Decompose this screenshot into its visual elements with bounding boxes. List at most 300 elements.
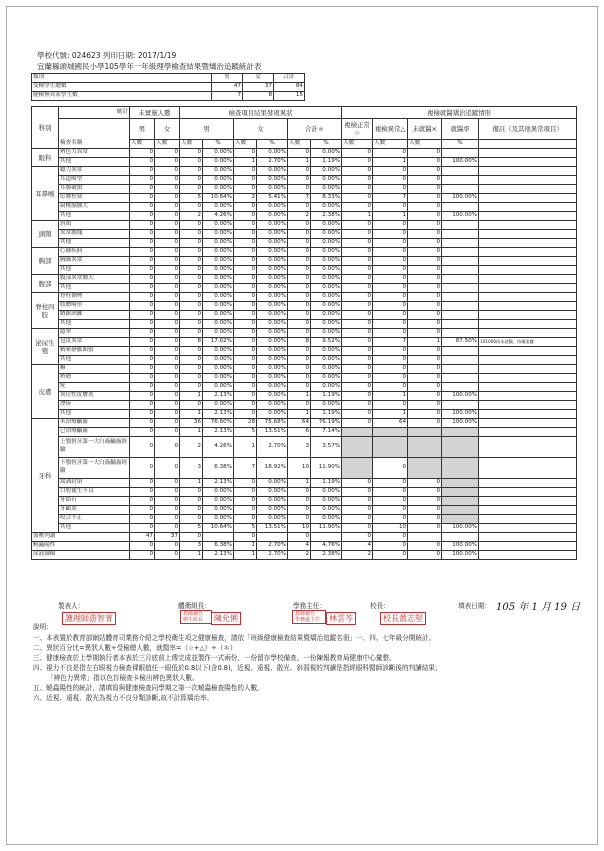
cell-found-male: 0 [180,158,203,167]
table-row [32,284,577,293]
cell-found-female: 0 [234,401,257,410]
cell-found-male-pct: 0.00% [203,329,234,338]
cell-unexam-female: 0 [155,515,180,524]
cell-unexam-female: 0 [155,248,180,257]
item-name: 耳膜破損 [59,185,130,194]
cell-found-total: 0 [288,275,311,284]
item-name: 牙結石 [59,497,130,506]
cell-no-doctor: 0 [408,266,442,275]
cell-unexam-male: 0 [130,365,155,374]
cell-unexam-male: 0 [130,194,155,203]
cell-unexam-male: 0 [130,257,155,266]
cell-unexam-male: 0 [130,293,155,302]
cell-found-male: 3 [180,542,203,551]
item-name: 疣 [59,383,130,392]
cell-recheck-normal: 0 [342,365,373,374]
cell-remark [479,392,577,401]
cell-found-female-pct: 0.00% [257,248,288,257]
cell-found-female: 0 [234,293,257,302]
handwritten-date: 105 年 1 月 19 日 [496,602,581,613]
table-row [32,176,577,185]
cell-recheck-normal: 2 [342,551,373,560]
cell-remark [479,329,577,338]
table-row [32,515,577,524]
cell-unexam-female: 0 [155,542,180,551]
header-recheck-abnormal: 複檢異常△ [373,119,408,140]
cell-remark [479,524,577,533]
header-item-name: 檢查名稱 [59,119,130,149]
cell-found-total: 0 [288,347,311,356]
table-header-row [32,119,577,140]
table-row [32,533,577,542]
table-row [32,479,577,488]
cell-found-total: 0 [288,533,311,542]
cell-found-female: 28 [234,419,257,428]
cell-unexam-male: 0 [130,488,155,497]
cell-found-male-pct: 0.00% [203,230,234,239]
cell-recheck-normal: 0 [342,284,373,293]
cell-unexam-female: 0 [155,392,180,401]
cell-recheck-normal: 0 [342,185,373,194]
cell-recheck-abnormal: 0 [373,221,408,230]
health-head-stamp-line2: 衛生組長 [183,617,204,623]
cell-found-female: 0 [234,167,257,176]
cell-recheck-normal: 0 [342,479,373,488]
cell-visit-rate [442,275,479,284]
cell-remark [479,284,577,293]
cell-found-male-pct: 0.00% [203,284,234,293]
cell-found-female: 1 [234,542,257,551]
cell-visit-rate [442,203,479,212]
cell-unexam-male: 0 [130,437,155,458]
cell-unexam-female: 0 [155,257,180,266]
cell-found-male-pct: 0.00% [203,257,234,266]
cell-found-total-pct: 0.00% [311,284,342,293]
cell-no-doctor: 0 [408,302,442,311]
cell-found-total-pct: 0.00% [311,497,342,506]
cell-found-male: 0 [180,488,203,497]
section-label-section-7: 皮膚 [32,365,59,419]
cell-unexam-female: 0 [155,383,180,392]
cell-recheck-normal: 0 [342,158,373,167]
cell-found-female-pct: 0.00% [257,239,288,248]
cell-found-total-pct: 0.00% [311,374,342,383]
cell-found-total-pct: 11.90% [311,458,342,479]
cell-found-female: 5 [234,524,257,533]
notes-title: 說明： [33,623,53,631]
cell-found-male-pct: 0.00% [203,266,234,275]
table-row [32,248,577,257]
cell-found-male: 36 [180,419,203,428]
cell-found-female: 0 [234,212,257,221]
cell-recheck-abnormal: 0 [373,329,408,338]
table-row [32,320,577,329]
cell-found-female: 0 [234,176,257,185]
item-name: 其他 [59,239,130,248]
cell-found-female: 0 [234,365,257,374]
cell-found-female: 0 [234,338,257,347]
cell-recheck-normal: 0 [342,311,373,320]
cell-remark [479,257,577,266]
cell-unexam-male: 0 [130,311,155,320]
summary-row-label: 健檢無異狀學生數 [32,92,212,101]
header-pct: % [442,140,479,149]
cell-unexam-male: 0 [130,497,155,506]
cell-recheck-abnormal: 0 [373,356,408,365]
cell-found-total-pct: 3.57% [311,437,342,458]
cell-found-total: 2 [288,551,311,560]
item-name: 牙齦炎 [59,506,130,515]
cell-found-male: 0 [180,302,203,311]
extra-item-name: 蟯蟲陽性 [32,542,130,551]
section-label-section-6: 泌尿生殖 [32,329,59,365]
cell-no-doctor: 0 [408,167,442,176]
cell-no-doctor [408,428,442,437]
cell-remark [479,356,577,365]
cell-visit-rate [442,383,479,392]
table-row [32,347,577,356]
cell-found-female-pct: 0.00% [257,221,288,230]
cell-found-male: 1 [180,392,203,401]
cell-found-male-pct: 0.00% [203,311,234,320]
cell-found-total-pct: 0.00% [311,401,342,410]
table-row [32,365,577,374]
cell-visit-rate: 100.00% [442,194,479,203]
cell-recheck-normal: 0 [342,257,373,266]
cell-found-female: 0 [234,488,257,497]
header-people: 人數 [288,140,311,149]
cell-recheck-abnormal: 0 [373,551,408,560]
cell-found-female-pct: 0.00% [257,311,288,320]
cell-found-total-pct: 0.00% [311,248,342,257]
cell-found-female-pct: 0.00% [257,203,288,212]
cell-unexam-female: 0 [155,302,180,311]
cell-unexam-female: 0 [155,437,180,458]
cell-visit-rate [442,293,479,302]
cell-found-female: 2 [234,194,257,203]
cell-found-female-pct: 18.92% [257,458,288,479]
cell-found-male-pct: 0.00% [203,515,234,524]
cell-found-total: 0 [288,266,311,275]
cell-found-male-pct: 0.00% [203,374,234,383]
cell-recheck-abnormal: 0 [373,320,408,329]
cell-found-total: 64 [288,419,311,428]
cell-recheck-abnormal: 0 [373,383,408,392]
cell-no-doctor: 0 [408,401,442,410]
cell-no-doctor: 0 [408,365,442,374]
cell-found-male-pct: 10.64% [203,524,234,533]
cell-found-female: 0 [234,311,257,320]
header-found-male: 男 [180,119,234,140]
cell-unexam-male: 0 [130,524,155,533]
item-name: 口腔衛生不良 [59,488,130,497]
cell-found-total-pct: 0.00% [311,266,342,275]
cell-found-male: 0 [180,284,203,293]
cell-found-total: 6 [288,428,311,437]
cell-found-female: 1 [234,158,257,167]
cell-no-doctor: 0 [408,551,442,560]
cell-found-female-pct: 0.00% [257,383,288,392]
cell-found-male: 1 [180,551,203,560]
cell-unexam-female: 0 [155,167,180,176]
cell-unexam-male: 0 [130,374,155,383]
cell-recheck-abnormal: 0 [373,167,408,176]
cell-found-male: 3 [180,458,203,479]
cell-no-doctor: 0 [408,176,442,185]
cell-unexam-female: 0 [155,347,180,356]
table-row [32,212,577,221]
cell-found-female-pct: 5.41% [257,194,288,203]
cell-recheck-normal: 0 [342,497,373,506]
cell-found-total: 0 [288,284,311,293]
cell-found-female-pct: 0.00% [257,410,288,419]
cell-unexam-male: 0 [130,347,155,356]
item-name: 隱睪 [59,329,130,338]
cell-found-female-pct: 0.00% [257,176,288,185]
cell-found-total: 0 [288,203,311,212]
cell-found-male-pct: 0.00% [203,248,234,257]
cell-remark [479,275,577,284]
cell-unexam-male: 0 [130,419,155,428]
cell-found-male-pct: 2.13% [203,479,234,488]
cell-remark [479,506,577,515]
table-row [32,311,577,320]
cell-found-female-pct: 13.51% [257,524,288,533]
cell-found-female: 5 [234,428,257,437]
header-found-total: 合計＊ [288,119,342,140]
table-row [32,257,577,266]
cell-recheck-abnormal: 1 [373,410,408,419]
cell-remark [479,437,577,458]
item-name: 溼疹 [59,401,130,410]
section-label-section-0: 眼科 [32,149,59,167]
cell-found-total-pct: 0.00% [311,488,342,497]
cell-found-female: 0 [234,329,257,338]
note-line: 六、近視、遠視、散光為視力不良分類診斷,故不計算矯治率。 [33,694,214,702]
cell-recheck-normal: 0 [342,524,373,533]
header-unexamined: 未實施人數 [130,107,180,119]
cell-remark [479,428,577,437]
cell-no-doctor: 0 [408,203,442,212]
cell-remark [479,176,577,185]
cell-found-male-pct: 10.64% [203,194,234,203]
header-found-female: 女 [234,119,288,140]
cell-visit-rate [442,437,479,458]
cell-found-male-pct: 0.00% [203,239,234,248]
cell-found-male: 1 [180,428,203,437]
header-people: 人數 [373,140,408,149]
cell-unexam-female: 0 [155,479,180,488]
cell-visit-rate: 100.00% [442,158,479,167]
summary-row [32,83,305,92]
cell-found-female: 0 [234,266,257,275]
cell-found-male: 0 [180,356,203,365]
extra-item-name: 尿液篩檢 [32,551,130,560]
header-people: 人數 [180,140,203,149]
cell-visit-rate [442,185,479,194]
cell-recheck-abnormal: 0 [373,347,408,356]
cell-visit-rate: 100.00% [442,551,479,560]
cell-recheck-abnormal: 7 [373,194,408,203]
cell-found-male: 0 [180,275,203,284]
item-name: 異常腫塊 [59,230,130,239]
cell-found-male: 2 [180,212,203,221]
cell-recheck-abnormal: 0 [373,401,408,410]
cell-found-total: 1 [288,479,311,488]
cell-found-female: 0 [234,410,257,419]
cell-found-total: 0 [288,374,311,383]
cell-recheck-normal: 0 [342,230,373,239]
summary-female: 37 [243,83,274,92]
cell-recheck-normal: 0 [342,293,373,302]
cell-found-total-pct: 9.52% [311,338,342,347]
exam-results-table [31,106,577,560]
cell-recheck-abnormal: 0 [373,248,408,257]
header-abnormal-found: 檢查項目結果發現異狀 [180,107,342,119]
header-unexam-female: 女 [155,119,180,140]
cell-unexam-female: 0 [155,410,180,419]
table-row [32,275,577,284]
cell-found-female: 0 [234,221,257,230]
cell-found-male-pct: 0.00% [203,149,234,158]
table-row [32,524,577,533]
cell-found-male: 0 [180,497,203,506]
cell-recheck-normal: 0 [342,275,373,284]
item-name: 其他 [59,266,130,275]
cell-remark [479,293,577,302]
cell-found-female-pct: 0.00% [257,506,288,515]
cell-no-doctor: 0 [408,515,442,524]
cell-found-male: 0 [180,374,203,383]
cell-found-total: 0 [288,506,311,515]
item-name: 其他 [59,284,130,293]
cell-unexam-female: 0 [155,275,180,284]
cell-found-female: 0 [234,347,257,356]
cell-unexam-male: 0 [130,302,155,311]
cell-unexam-female: 0 [155,488,180,497]
item-name: 上顎恆牙第一大臼齒齲齒經驗 [59,437,130,458]
cell-unexam-male: 0 [130,410,155,419]
item-name: 腹部異常腫大 [59,275,130,284]
cell-found-male-pct: 2.13% [203,410,234,419]
cell-found-female-pct: 2.70% [257,551,288,560]
cell-found-total: 0 [288,302,311,311]
cell-visit-rate [442,497,479,506]
header-pct: % [311,140,342,149]
cell-unexam-male: 0 [130,185,155,194]
summary-col-male: 男 [212,74,243,83]
cell-found-total-pct: 0.00% [311,293,342,302]
cell-unexam-female: 0 [155,458,180,479]
item-name: 其他 [59,524,130,533]
cell-found-total: 0 [288,488,311,497]
note-line: 「辨色力異常」指以色盲檢查卡檢出辨色異狀人數。 [47,674,199,682]
summary-male: 7 [212,92,243,101]
cell-unexam-female: 0 [155,311,180,320]
cell-no-doctor: 0 [408,194,442,203]
cell-found-male: 0 [180,221,203,230]
cell-found-female-pct: 0.00% [257,329,288,338]
cell-visit-rate: 100.00% [442,212,479,221]
cell-unexam-female: 0 [155,176,180,185]
cell-recheck-abnormal: 0 [373,458,408,479]
cell-found-male: 0 [180,383,203,392]
cell-found-male: 0 [180,365,203,374]
cell-found-male: 0 [180,533,203,542]
cell-found-total: 1 [288,158,311,167]
cell-unexam-male: 0 [130,515,155,524]
cell-found-male-pct: 0.00% [203,320,234,329]
summary-col-female: 女 [243,74,274,83]
table-row [32,506,577,515]
cell-recheck-abnormal: 0 [373,257,408,266]
cell-visit-rate [442,347,479,356]
table-row [32,194,577,203]
table-row [32,374,577,383]
cell-no-doctor: 0 [408,374,442,383]
cell-no-doctor: 0 [408,239,442,248]
cell-found-female: 0 [234,248,257,257]
cell-recheck-abnormal: 0 [373,506,408,515]
table-row [32,329,577,338]
cell-found-total: 10 [288,524,311,533]
cell-unexam-male: 0 [130,506,155,515]
table-row [32,392,577,401]
item-name: 其他 [59,356,130,365]
cell-found-male: 0 [180,515,203,524]
cell-found-male-pct: 2.13% [203,551,234,560]
summary-col-category: 類別 [32,74,212,83]
cell-found-female-pct: 0.00% [257,392,288,401]
cell-remark [479,383,577,392]
cell-found-male-pct: 0.00% [203,176,234,185]
cell-no-doctor: 0 [408,329,442,338]
cell-found-female-pct: 0.00% [257,167,288,176]
cell-found-male: 0 [180,311,203,320]
cell-unexam-male: 0 [130,401,155,410]
director-label: 學務主任： [293,602,326,610]
cell-visit-rate [442,506,479,515]
cell-found-male-pct: 0.00% [203,293,234,302]
cell-unexam-male: 0 [130,239,155,248]
header-subject: 科別 [32,107,59,149]
cell-found-male: 0 [180,149,203,158]
cell-found-female-pct [257,533,288,542]
cell-found-female: 0 [234,497,257,506]
table-row [32,203,577,212]
cell-recheck-abnormal: 0 [373,230,408,239]
cell-no-doctor: 0 [408,383,442,392]
header-stats: 統計 [59,107,130,119]
cell-found-total: 0 [288,383,311,392]
health-head-label: 體衛組長： [178,602,211,610]
cell-unexam-female: 0 [155,524,180,533]
cell-found-male-pct: 0.00% [203,383,234,392]
cell-visit-rate [442,311,479,320]
cell-found-female-pct: 0.00% [257,401,288,410]
cell-found-male: 0 [180,506,203,515]
cell-unexam-female: 0 [155,419,180,428]
cell-found-female-pct: 0.00% [257,293,288,302]
cell-found-female-pct: 0.00% [257,488,288,497]
header-unexam-male: 男 [130,119,155,140]
item-name: 咬合不正 [59,515,130,524]
cell-remark [479,320,577,329]
cell-recheck-normal: 0 [342,302,373,311]
cell-visit-rate [442,230,479,239]
cell-remark [479,167,577,176]
cell-found-female: 0 [234,257,257,266]
